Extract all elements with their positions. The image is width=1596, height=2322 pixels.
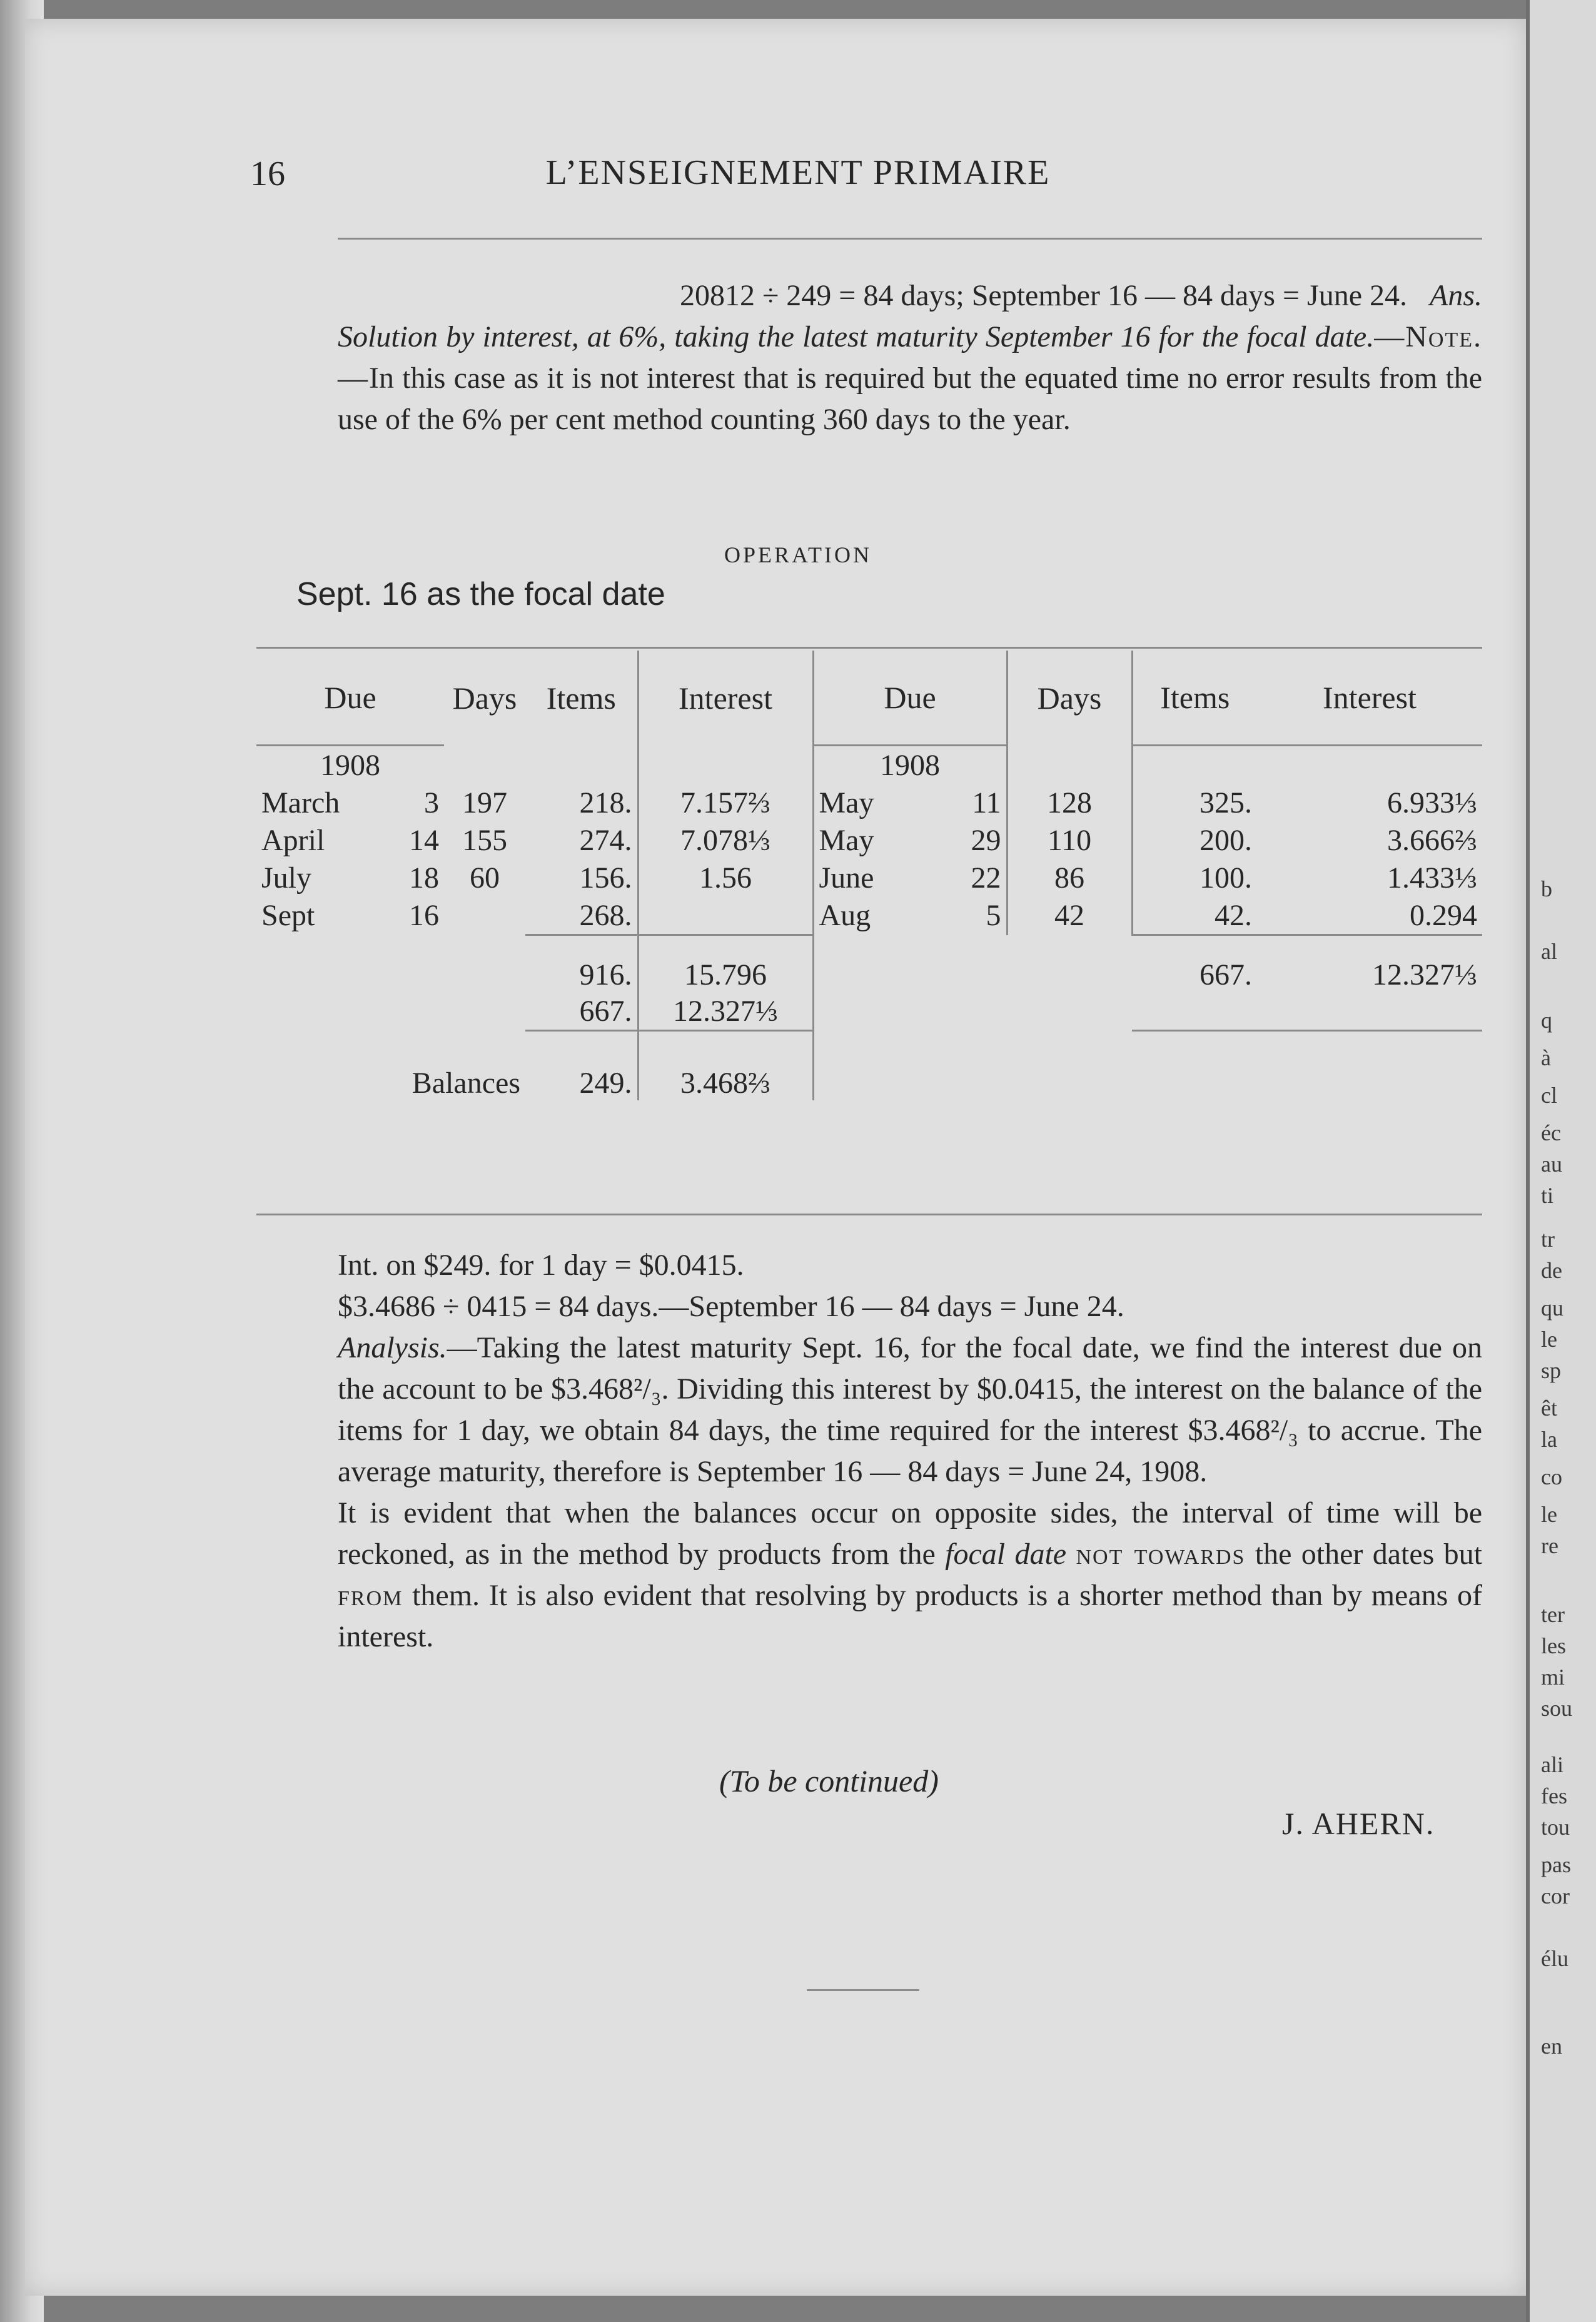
adjacent-page-text: cor <box>1541 1883 1570 1909</box>
equation-table <box>256 651 1482 1100</box>
header-rule <box>338 238 1482 240</box>
adjacent-page-text: ter <box>1541 1602 1565 1627</box>
left-items: 274. <box>525 821 638 859</box>
left-day: 16 <box>409 899 439 933</box>
adjacent-page-text: tr <box>1541 1227 1555 1252</box>
header-interest-left: Interest <box>638 651 813 746</box>
right-days: 110 <box>1007 821 1132 859</box>
left-interest <box>638 896 813 935</box>
analysis-text: —Taking the latest maturity Sept. 16, for the focal date, we find the interest due on the account to be $3.468²/₃. Dividing this interest by $0.0415, the interest on the balance of the items for 1 day, we obtain 84 days, the time required for the interest $3.468²/₃ to accrue. The average maturity, therefore is September 16 — 84 days = June 24, 1908. <box>338 1331 1482 1488</box>
right-month: Aug <box>819 899 871 933</box>
adjacent-page-text: al <box>1541 939 1557 964</box>
adjacent-page-text: qu <box>1541 1295 1563 1321</box>
subtract-interest: 12.327⅓ <box>638 992 813 1031</box>
adjacent-page-text: la <box>1541 1427 1557 1452</box>
note-label: —Note.— <box>338 320 1482 395</box>
header-due-right: Due <box>813 651 1007 746</box>
balance-interest: 3.468⅔ <box>638 1031 813 1101</box>
right-days: 128 <box>1007 784 1132 821</box>
right-total-interest: 12.327⅓ <box>1257 935 1482 993</box>
analysis-label: Analysis. <box>338 1331 447 1364</box>
adjacent-page-text: le <box>1541 1327 1557 1352</box>
header-items-right: Items <box>1160 680 1230 715</box>
table-row <box>256 821 1482 859</box>
subtract-row <box>256 992 1482 1031</box>
left-day: 14 <box>409 823 439 857</box>
table-row <box>256 859 1482 896</box>
left-interest: 1.56 <box>638 859 813 896</box>
adjacent-page-text: ali <box>1541 1752 1563 1777</box>
to-be-continued: (To be continued) <box>719 1763 939 1798</box>
right-day: 29 <box>932 821 1007 859</box>
totals-row <box>256 935 1482 993</box>
adjacent-page-text: fes <box>1541 1783 1567 1808</box>
right-items: 100. <box>1200 861 1252 895</box>
adjacent-page-text: élu <box>1541 1946 1568 1971</box>
note-text: In this case as it is not interest that is required but the equated time no error results from the use of the 6% per cent method counting 360 days to the year. <box>338 362 1482 436</box>
solution-heading: Solution by interest, at 6%, taking the latest maturity September 16 for the focal date. <box>338 320 1375 353</box>
left-total-items: 916. <box>525 935 638 993</box>
table-row <box>256 896 1482 935</box>
right-interest: 1.433⅓ <box>1387 861 1477 895</box>
adjacent-page-text: cl <box>1541 1083 1557 1108</box>
left-days: 197 <box>462 786 507 819</box>
right-month: May <box>819 786 874 819</box>
header-days-right: Days <box>1007 651 1132 746</box>
adjacent-page-text: en <box>1541 2034 1562 2059</box>
end-rule <box>807 1989 919 1991</box>
adjacent-page-strip <box>1526 0 1596 2322</box>
right-days: 42 <box>1007 896 1132 935</box>
intro-paragraph <box>338 275 1482 440</box>
balance-items: 249. <box>525 1031 638 1101</box>
page-number: 16 <box>250 155 285 193</box>
answer-label: Ans. <box>1430 279 1482 312</box>
operation-label: OPERATION <box>724 542 872 567</box>
right-interest: 3.666⅔ <box>1387 823 1477 857</box>
header-interest-right: Interest <box>1323 680 1417 715</box>
header-days-left: Days <box>452 680 517 716</box>
left-day: 18 <box>409 861 439 895</box>
table-row <box>256 784 1482 821</box>
left-month: July <box>261 861 312 895</box>
balances-label: Balances <box>412 1067 520 1100</box>
adjacent-page-text: éc <box>1541 1120 1561 1145</box>
header-due-left: Due <box>324 680 376 715</box>
adjacent-page-text: ti <box>1541 1183 1554 1208</box>
focal-date-note: Sept. 16 as the focal date <box>296 576 665 612</box>
evident-from: from <box>338 1579 403 1612</box>
intro-equation: 20812 ÷ 249 = 84 days; September 16 — 84 days = June 24. <box>679 279 1407 312</box>
right-interest: 6.933⅓ <box>1387 786 1477 819</box>
running-title: L’ENSEIGNEMENT PRIMAIRE <box>545 153 1051 192</box>
evident-not-towards: not towards <box>1076 1538 1246 1571</box>
evident-text-2: the other dates but <box>1255 1538 1483 1571</box>
adjacent-page-text: êt <box>1541 1396 1557 1421</box>
right-day: 22 <box>932 859 1007 896</box>
adjacent-page-text: le <box>1541 1502 1557 1527</box>
division-line: $3.4686 ÷ 0415 = 84 days.—September 16 — 84 days = June 24. <box>338 1290 1124 1323</box>
right-month: June <box>819 861 874 895</box>
right-days: 86 <box>1007 859 1132 896</box>
analysis-block <box>338 1245 1482 1658</box>
subtract-items: 667. <box>525 992 638 1031</box>
year-row <box>256 746 1482 784</box>
year-right: 1908 <box>813 746 1007 784</box>
evident-focal: focal date <box>945 1538 1067 1571</box>
right-interest: 0.294 <box>1410 898 1477 932</box>
left-days: 60 <box>470 861 500 895</box>
left-interest: 7.157⅔ <box>638 784 813 821</box>
right-day: 11 <box>932 784 1007 821</box>
adjacent-page-text: co <box>1541 1464 1562 1489</box>
table-top-rule <box>256 647 1482 649</box>
left-interest: 7.078⅓ <box>638 821 813 859</box>
right-items: 42. <box>1215 898 1252 932</box>
table-header-row <box>256 651 1482 746</box>
right-items: 200. <box>1200 823 1252 857</box>
right-month: May <box>819 823 874 857</box>
adjacent-page-text: q <box>1541 1008 1552 1033</box>
left-month: April <box>261 823 325 857</box>
adjacent-page-text: de <box>1541 1258 1562 1283</box>
left-days: 155 <box>462 823 507 857</box>
left-items: 218. <box>525 784 638 821</box>
adjacent-page-text: b <box>1541 876 1552 901</box>
adjacent-page-text: sp <box>1541 1358 1562 1383</box>
left-total-interest: 15.796 <box>638 935 813 993</box>
left-days <box>444 896 525 935</box>
adjacent-page-text: mi <box>1541 1665 1565 1690</box>
adjacent-page-text: sou <box>1541 1696 1573 1721</box>
author-signature: J. AHERN. <box>1282 1806 1435 1841</box>
year-left: 1908 <box>256 746 444 784</box>
left-month: Sept <box>261 899 315 933</box>
evident-text-1: It is evident that when the balances occur on opposite sides, the interval of time will be reckoned, as in the method by products from the <box>338 1496 1482 1571</box>
left-items: 156. <box>525 859 638 896</box>
adjacent-page-text: les <box>1541 1633 1566 1658</box>
evident-text-3: them. It is also evident that resolving by products is a shorter method than by means of interest. <box>338 1579 1482 1653</box>
adjacent-page-text: à <box>1541 1045 1551 1070</box>
left-day: 3 <box>424 786 439 819</box>
right-items: 325. <box>1200 786 1252 819</box>
adjacent-page-text: au <box>1541 1152 1562 1177</box>
adjacent-page-text: tou <box>1541 1815 1570 1840</box>
balances-row <box>256 1031 1482 1101</box>
right-total-items: 667. <box>1132 935 1257 993</box>
header-items-left: Items <box>525 651 638 746</box>
right-day: 5 <box>932 896 1007 935</box>
table-bottom-rule <box>256 1214 1482 1215</box>
left-items: 268. <box>525 896 638 935</box>
adjacent-page-text: re <box>1541 1533 1558 1558</box>
interest-per-day-line: Int. on $249. for 1 day = $0.0415. <box>338 1249 744 1282</box>
adjacent-page-text: pas <box>1541 1852 1571 1877</box>
left-month: March <box>261 786 340 819</box>
